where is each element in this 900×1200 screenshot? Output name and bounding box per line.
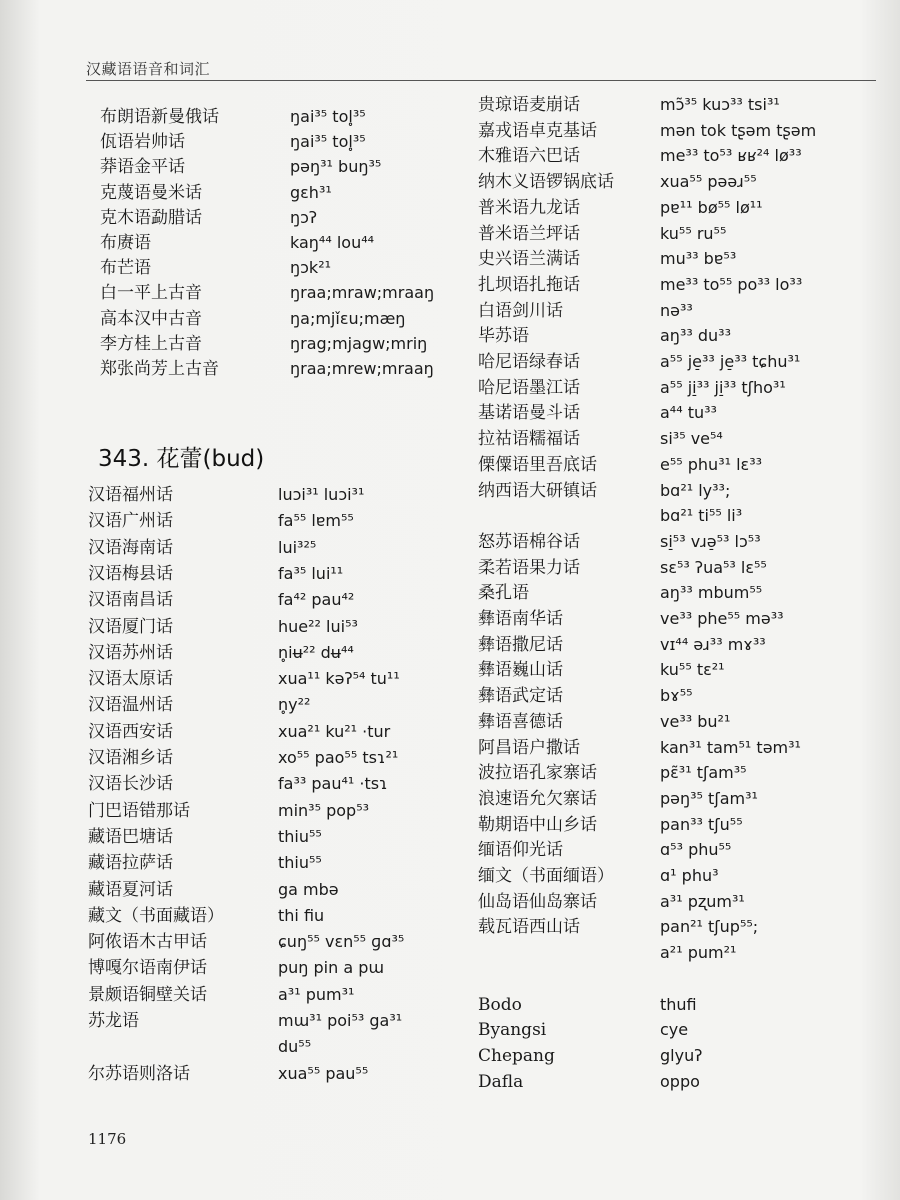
word-form: sɛ⁵³ ʔua⁵³ lɛ⁵⁵ <box>660 557 767 577</box>
word-form: ŋraa;mrew;mraaŋ <box>290 359 434 378</box>
language-name: 克蔑语曼米话 <box>100 182 202 203</box>
word-form: pan²¹ tʃup⁵⁵; <box>660 917 759 937</box>
language-name: 哈尼语墨江话 <box>478 377 580 398</box>
language-name: 拉祜语糯福话 <box>478 429 580 450</box>
language-name: 木雅语六巴话 <box>478 146 580 167</box>
word-form: ku⁵⁵ ru⁵⁵ <box>660 223 727 243</box>
word-form: kan³¹ tam⁵¹ təm³¹ <box>660 737 801 757</box>
word-form: xo⁵⁵ pao⁵⁵ tsɿ²¹ <box>278 748 399 767</box>
language-name: 柔若语果力话 <box>478 557 580 578</box>
language-name: 勒期语中山乡话 <box>478 814 597 835</box>
language-name: 波拉语孔家寨话 <box>478 763 597 784</box>
word-form: xua¹¹ kəʔ⁵⁴ tu¹¹ <box>278 669 400 689</box>
language-name: 阿侬语木古甲话 <box>88 932 207 953</box>
word-form: fa³⁵ lui¹¹ <box>278 563 344 583</box>
word-form: pɛ̃³¹ tʃam³⁵ <box>660 763 747 783</box>
language-name: 扎坝语扎拖话 <box>478 274 580 295</box>
language-name: 汉语长沙话 <box>88 774 173 795</box>
word-form: n̥y²² <box>278 695 311 715</box>
word-form: pəŋ³¹ buŋ³⁵ <box>290 157 382 177</box>
language-name: 白语剑川话 <box>478 300 563 321</box>
word-form: pan³³ tʃu⁵⁵ <box>660 814 743 834</box>
language-name: 彝语撒尼话 <box>478 634 563 655</box>
section-heading <box>98 440 264 473</box>
word-form: a³¹ pʐum³¹ <box>660 891 745 911</box>
language-name: 浪速语允欠寨话 <box>478 788 597 809</box>
word-form: glyuʔ <box>660 1045 703 1065</box>
language-name: 汉语广州话 <box>88 511 173 532</box>
word-form: cye <box>660 1020 689 1040</box>
language-name: 阿昌语户撒话 <box>478 737 580 758</box>
word-form: thufi <box>660 994 697 1014</box>
word-form: mɔ̃³⁵ kuɔ³³ tsi³¹ <box>660 95 780 114</box>
header-rule <box>86 80 876 81</box>
language-name: 汉语太原话 <box>88 669 173 690</box>
language-name: 汉语福州话 <box>88 485 173 505</box>
language-name: 郑张尚芳上古音 <box>100 359 219 379</box>
language-name: 贵琼语麦崩话 <box>478 95 580 115</box>
language-name: 汉语温州话 <box>88 695 173 716</box>
language-name: 史兴语兰满话 <box>478 249 580 270</box>
page-number: 1176 <box>88 1130 127 1148</box>
word-form: puŋ pin a pɯ <box>278 958 384 978</box>
language-name: 布赓语 <box>100 233 151 253</box>
language-name: 傈僳语里吾底话 <box>478 454 597 475</box>
language-name: 尔苏语则洛话 <box>88 1063 190 1084</box>
language-name: 景颇语铜壁关话 <box>88 984 207 1005</box>
word-form: xua²¹ ku²¹ ·tur <box>278 721 391 741</box>
language-name: 博嘎尔语南伊话 <box>88 958 207 979</box>
word-form: ŋraa;mraw;mraaŋ <box>290 283 435 303</box>
language-name: 苏龙语 <box>88 1011 139 1031</box>
word-form: ve³³ bu²¹ <box>660 711 731 731</box>
language-name: 桑孔语 <box>478 583 529 604</box>
section-number: 343. <box>98 446 150 472</box>
word-form: ɕuŋ⁵⁵ vɛn⁵⁵ ɡɑ³⁵ <box>278 932 405 952</box>
language-name: 缅文（书面缅语） <box>478 866 614 886</box>
word-form: luɔi³¹ luɔi³¹ <box>278 485 365 504</box>
language-name: 汉语苏州话 <box>88 642 173 663</box>
word-form: a⁵⁵ je̠³³ je̠³³ tɕhu³¹ <box>660 352 801 371</box>
language-name: 藏语拉萨话 <box>88 853 173 874</box>
word-form: mən tok tʂəm tʂəm <box>660 120 817 140</box>
word-form: me³³ to⁵⁵ po³³ lo³³ <box>660 274 803 294</box>
word-form: ŋɔk²¹ <box>290 258 332 278</box>
word-form: du⁵⁵ <box>278 1037 312 1057</box>
language-name: 彝语巍山话 <box>478 660 563 681</box>
word-form: n̥iʉ²² dʉ⁴⁴ <box>278 642 354 662</box>
language-name: 汉语海南话 <box>88 537 173 558</box>
word-form: ga mbə <box>278 879 339 899</box>
language-name: 藏语巴塘话 <box>88 826 173 847</box>
word-form: thiu⁵⁵ <box>278 853 322 873</box>
language-name: 克木语勐腊话 <box>100 207 202 228</box>
word-form: xua⁵⁵ pəəɹ⁵⁵ <box>660 172 757 192</box>
language-name: Dafla <box>478 1071 524 1092</box>
word-form: bɑ²¹ ly³³; <box>660 480 731 500</box>
language-name: 载瓦语西山话 <box>478 917 580 938</box>
word-form: si³⁵ ve⁵⁴ <box>660 429 723 449</box>
language-name: 彝语喜德话 <box>478 711 563 732</box>
word-form: aŋ³³ mbum⁵⁵ <box>660 583 763 603</box>
language-name: 汉语厦门话 <box>88 616 173 637</box>
word-form: me³³ to⁵³ ʁʁ²⁴ lø³³ <box>660 146 802 166</box>
word-form: fa⁵⁵ lɐm⁵⁵ <box>278 511 354 531</box>
word-form: bɑ²¹ ti⁵⁵ li³ <box>660 506 743 526</box>
word-form: fa⁴² pau⁴² <box>278 590 355 610</box>
language-name: 高本汉中古音 <box>100 308 202 329</box>
word-form: nə³³ <box>660 300 693 320</box>
language-name: 毕苏语 <box>478 326 529 347</box>
word-form: thi fiu <box>278 905 325 925</box>
language-name: 李方桂上古音 <box>100 333 202 354</box>
word-form: fa³³ pau⁴¹ ·tsɿ <box>278 774 388 794</box>
language-name: Byangsi <box>478 1020 547 1041</box>
language-name: 哈尼语绿春话 <box>478 352 580 372</box>
language-name: 缅语仰光话 <box>478 840 563 861</box>
language-name: 仙岛语仙岛寨话 <box>478 891 597 912</box>
word-form: aŋ³³ du³³ <box>660 326 731 346</box>
language-name: 怒苏语棉谷话 <box>478 531 580 552</box>
language-name: 基诺语曼斗话 <box>478 403 580 424</box>
word-form: ŋai³⁵ tol̥³⁵ <box>290 107 366 126</box>
language-name: 白一平上古音 <box>100 283 202 304</box>
language-name: 藏文（书面藏语） <box>88 905 224 926</box>
word-form: ŋai³⁵ tol̥³⁵ <box>290 132 366 152</box>
word-form: hue²² lui⁵³ <box>278 616 358 636</box>
word-form: mu³³ bɐ⁵³ <box>660 249 737 269</box>
language-name: 彝语南华话 <box>478 609 563 629</box>
word-form: vɪ⁴⁴ əɹ³³ mɤ³³ <box>660 634 766 654</box>
language-name: 莽语金平话 <box>100 157 185 178</box>
language-name: 汉语湘乡话 <box>88 748 173 768</box>
language-name: 普米语兰坪话 <box>478 223 580 244</box>
word-form: a⁵⁵ ji̠³³ ji̠³³ tʃho³¹ <box>660 377 786 397</box>
word-form: a⁴⁴ tu³³ <box>660 403 717 423</box>
word-form: ŋrag;mjagw;mriŋ <box>290 333 428 353</box>
word-form: pəŋ³⁵ tʃam³¹ <box>660 788 758 808</box>
word-form: e⁵⁵ phu³¹ lɛ³³ <box>660 454 763 474</box>
word-form: kaŋ⁴⁴ lou⁴⁴ <box>290 233 375 252</box>
word-form: ku⁵⁵ tɛ²¹ <box>660 660 725 680</box>
language-name: 门巴语错那话 <box>88 800 190 821</box>
word-form: gɛh³¹ <box>290 182 332 202</box>
language-name: Chepang <box>478 1045 555 1066</box>
language-name: Bodo <box>478 994 522 1015</box>
language-name: 布芒语 <box>100 258 151 279</box>
word-form: ɑ¹ phu³ <box>660 866 719 885</box>
language-name: 普米语九龙话 <box>478 197 580 218</box>
language-name: 汉语西安话 <box>88 721 173 742</box>
word-form: ŋɔʔ <box>290 207 318 227</box>
word-form: mɯ³¹ poi⁵³ ga³¹ <box>278 1011 403 1030</box>
word-form: thiu⁵⁵ <box>278 826 322 846</box>
word-form: xua⁵⁵ pau⁵⁵ <box>278 1063 369 1083</box>
word-form: oppo <box>660 1071 700 1091</box>
word-form: a³¹ pum³¹ <box>278 984 355 1004</box>
language-name: 汉语梅县话 <box>88 563 173 584</box>
word-form: bɤ⁵⁵ <box>660 686 693 706</box>
language-name: 汉语南昌话 <box>88 590 173 611</box>
word-form: min³⁵ pop⁵³ <box>278 800 370 820</box>
word-form: ve³³ phe⁵⁵ mə³³ <box>660 609 784 628</box>
language-name: 嘉戎语卓克基话 <box>478 120 597 141</box>
language-name: 纳西语大研镇话 <box>478 480 597 501</box>
language-name: 佤语岩帅话 <box>100 132 185 153</box>
word-form: ɑ⁵³ phu⁵⁵ <box>660 840 732 860</box>
language-name: 藏语夏河话 <box>88 879 173 900</box>
word-form: lui³²⁵ <box>278 537 317 557</box>
word-form: pɐ¹¹ bø⁵⁵ lø¹¹ <box>660 197 763 217</box>
language-name: 彝语武定话 <box>478 686 563 707</box>
running-header: 汉藏语语音和词汇 <box>86 60 211 78</box>
language-name: 布朗语新曼俄话 <box>100 107 219 127</box>
word-form: a²¹ pum²¹ <box>660 943 737 963</box>
word-form: si̠⁵³ vɹə̠⁵³ lɔ⁵³ <box>660 531 761 551</box>
section-title: 花蕾(bud) <box>156 446 265 472</box>
language-name: 纳木义语锣锅底话 <box>478 172 614 193</box>
word-form: ŋa;mjǐɛu;mæŋ <box>290 308 406 328</box>
